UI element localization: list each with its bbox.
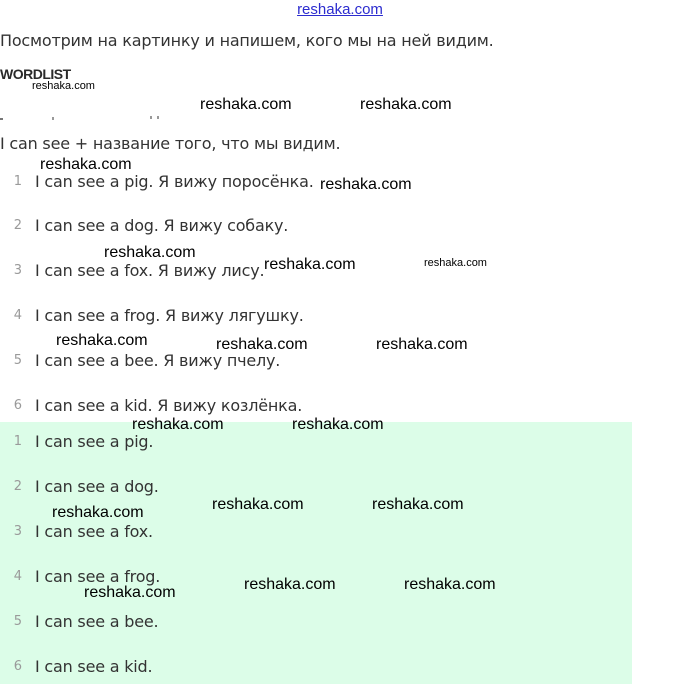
watermark: reshaka.com xyxy=(32,80,95,92)
watermark: reshaka.com xyxy=(376,336,468,353)
item-text: I can see a dog. xyxy=(35,476,159,496)
item-text: I can see a frog. xyxy=(35,566,161,586)
watermark: reshaka.com xyxy=(404,576,496,593)
watermark: reshaka.com xyxy=(56,332,148,349)
item-number: 5 xyxy=(13,352,22,368)
item-number: 4 xyxy=(13,568,22,584)
watermark: reshaka.com xyxy=(360,96,452,113)
item-text: I can see a pig. Я вижу поросёнка. xyxy=(35,171,314,191)
watermark: reshaka.com xyxy=(244,576,336,593)
answer-item xyxy=(0,429,153,453)
rule-text: I can see + название того, что мы видим. xyxy=(0,134,341,153)
answer-box xyxy=(0,422,632,684)
list-item xyxy=(0,393,302,417)
item-text: I can see a dog. Я вижу собаку. xyxy=(35,215,289,235)
watermark: reshaka.com xyxy=(212,496,304,513)
item-number: 1 xyxy=(13,173,22,189)
item-number: 2 xyxy=(13,478,22,494)
answer-item xyxy=(0,474,159,498)
watermark: reshaka.com xyxy=(292,416,384,433)
item-text: I can see a frog. Я вижу лягушку. xyxy=(35,305,304,325)
item-number: 3 xyxy=(13,262,22,278)
site-header-link[interactable]: reshaka.com xyxy=(297,1,383,18)
item-number: 5 xyxy=(13,613,22,629)
watermark: reshaka.com xyxy=(372,496,464,513)
item-number: 2 xyxy=(13,217,22,233)
answer-item xyxy=(0,609,158,633)
watermark: reshaka.com xyxy=(104,244,196,261)
watermark: reshaka.com xyxy=(52,504,144,521)
watermark: reshaka.com xyxy=(264,256,356,273)
list-item xyxy=(0,213,288,237)
item-number: 4 xyxy=(13,307,22,323)
item-number: 6 xyxy=(13,397,22,413)
cropped-text-fragment xyxy=(0,116,200,122)
item-text: I can see a kid. xyxy=(35,656,153,676)
item-text: I can see a fox. Я вижу лису. xyxy=(35,260,265,280)
item-number: 6 xyxy=(13,658,22,674)
watermark: reshaka.com xyxy=(216,336,308,353)
item-text: I can see a bee. xyxy=(35,611,159,631)
watermark: reshaka.com xyxy=(200,96,292,113)
watermark: reshaka.com xyxy=(424,257,487,269)
answer-item xyxy=(0,654,152,678)
wordlist-heading: WORDLIST xyxy=(0,66,71,82)
item-text: I can see a bee. Я вижу пчелу. xyxy=(35,350,281,370)
watermark: reshaka.com xyxy=(320,176,412,193)
watermark: reshaka.com xyxy=(132,416,224,433)
list-item xyxy=(0,303,304,327)
item-text: I can see a fox. xyxy=(35,521,153,541)
watermark: reshaka.com xyxy=(40,156,132,173)
intro-text: Посмотрим на картинку и напишем, кого мы на ней видим. xyxy=(0,31,494,50)
answer-item xyxy=(0,519,153,543)
item-text: I can see a kid. Я вижу козлёнка. xyxy=(35,395,303,415)
watermark: reshaka.com xyxy=(84,584,176,601)
item-number: 3 xyxy=(13,523,22,539)
item-text: I can see a pig. xyxy=(35,431,154,451)
item-number: 1 xyxy=(13,433,22,449)
